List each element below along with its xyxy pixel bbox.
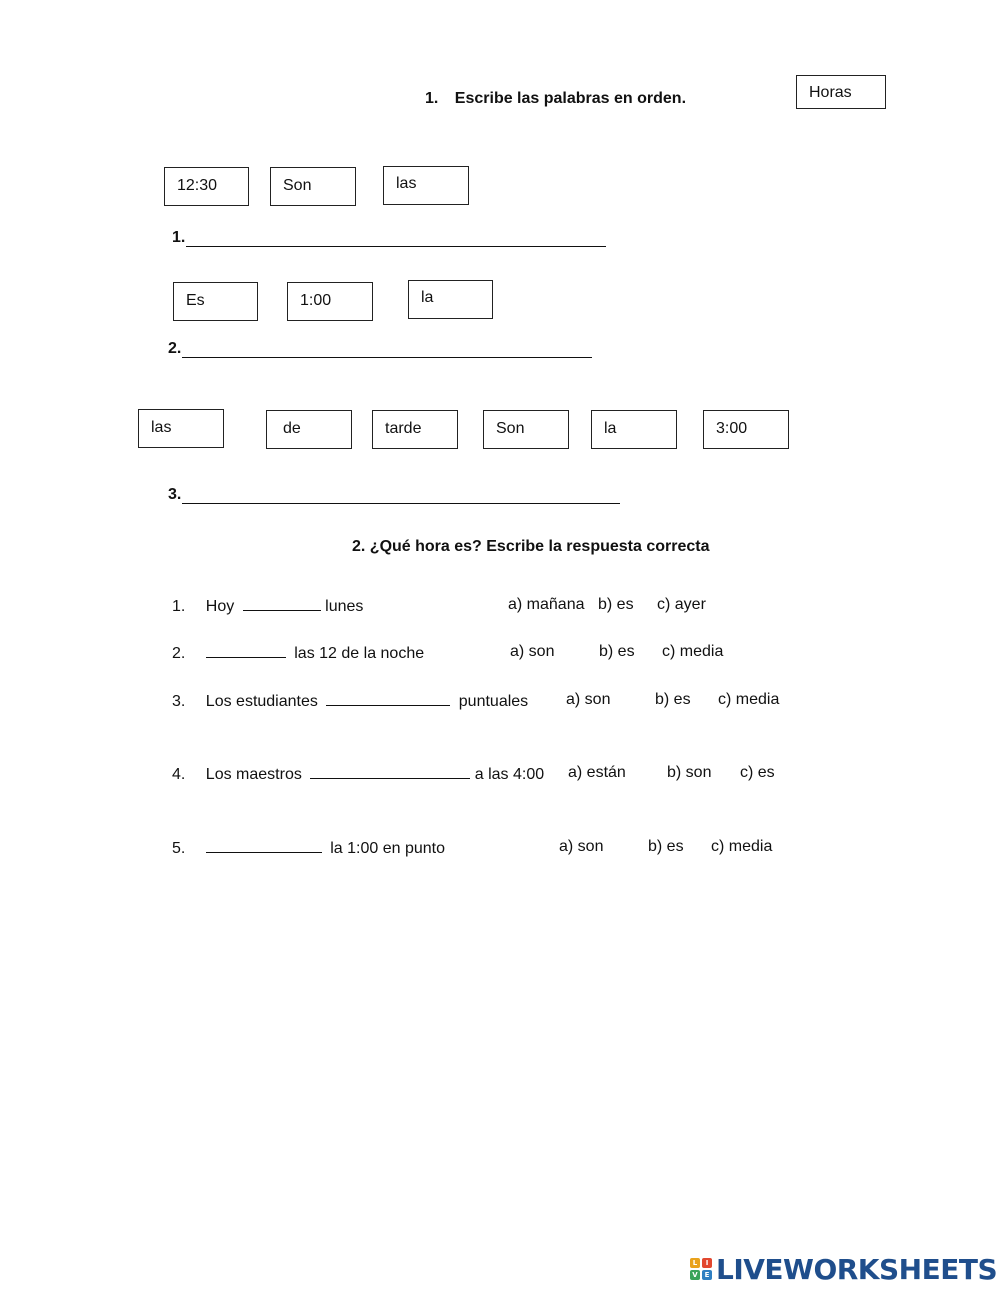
answer-blank[interactable]	[326, 691, 450, 706]
option-b[interactable]: b) es	[648, 838, 684, 855]
word-box[interactable]: 1:00	[287, 282, 373, 321]
option-b[interactable]: b) es	[598, 596, 634, 613]
question-3: 3. Los estudiantes puntuales	[172, 693, 529, 710]
option-c[interactable]: c) media	[711, 838, 773, 855]
answer-line-3[interactable]: 3.	[168, 486, 620, 504]
exercise-1-text: Escribe las palabras en orden.	[454, 90, 687, 107]
question-5: 5. la 1:00 en punto	[172, 840, 446, 857]
answer-line-1[interactable]: 1.	[172, 229, 606, 247]
option-c[interactable]: c) ayer	[657, 596, 706, 613]
word-box[interactable]: la	[408, 280, 493, 319]
option-b[interactable]: b) son	[667, 764, 712, 781]
option-a[interactable]: a) mañana	[508, 596, 585, 613]
word-box[interactable]: Son	[270, 167, 356, 206]
option-c[interactable]: c) media	[718, 691, 780, 708]
word-box[interactable]: 12:30	[164, 167, 249, 206]
word-box[interactable]: 3:00	[703, 410, 789, 449]
answer-blank[interactable]	[206, 838, 322, 853]
option-c[interactable]: c) media	[662, 643, 724, 660]
option-a[interactable]: a) son	[566, 691, 611, 708]
option-a[interactable]: a) son	[510, 643, 555, 660]
word-box[interactable]: las	[138, 409, 224, 448]
logo-tile: V	[690, 1270, 700, 1280]
question-1: 1. Hoy lunes	[172, 598, 364, 615]
exercise-1-number: 1.	[425, 90, 439, 107]
answer-blank[interactable]	[243, 596, 321, 611]
logo-tile: E	[702, 1270, 712, 1280]
exercise-1-title	[425, 90, 686, 108]
logo-tile: L	[690, 1258, 700, 1268]
word-box[interactable]: Son	[483, 410, 569, 449]
question-4: 4. Los maestros a las 4:00	[172, 766, 545, 783]
logo-text: LIVEWORKSHEETS	[716, 1252, 998, 1286]
logo-mark-icon	[690, 1258, 712, 1280]
liveworksheets-logo	[690, 1252, 997, 1286]
topic-box-horas: Horas	[796, 75, 886, 109]
exercise-2-title: 2. ¿Qué hora es? Escribe la respuesta correcta	[352, 538, 710, 555]
answer-line-2[interactable]: 2.	[168, 340, 592, 358]
word-box[interactable]: de	[266, 410, 352, 449]
option-c[interactable]: c) es	[740, 764, 775, 781]
word-box[interactable]: las	[383, 166, 469, 205]
answer-blank[interactable]	[206, 643, 286, 658]
word-box[interactable]: la	[591, 410, 677, 449]
logo-tile: I	[702, 1258, 712, 1268]
question-2: 2. las 12 de la noche	[172, 645, 425, 662]
option-b[interactable]: b) es	[655, 691, 691, 708]
option-a[interactable]: a) están	[568, 764, 626, 781]
option-b[interactable]: b) es	[599, 643, 635, 660]
word-box[interactable]: tarde	[372, 410, 458, 449]
option-a[interactable]: a) son	[559, 838, 604, 855]
word-box[interactable]: Es	[173, 282, 258, 321]
answer-blank[interactable]	[310, 764, 470, 779]
